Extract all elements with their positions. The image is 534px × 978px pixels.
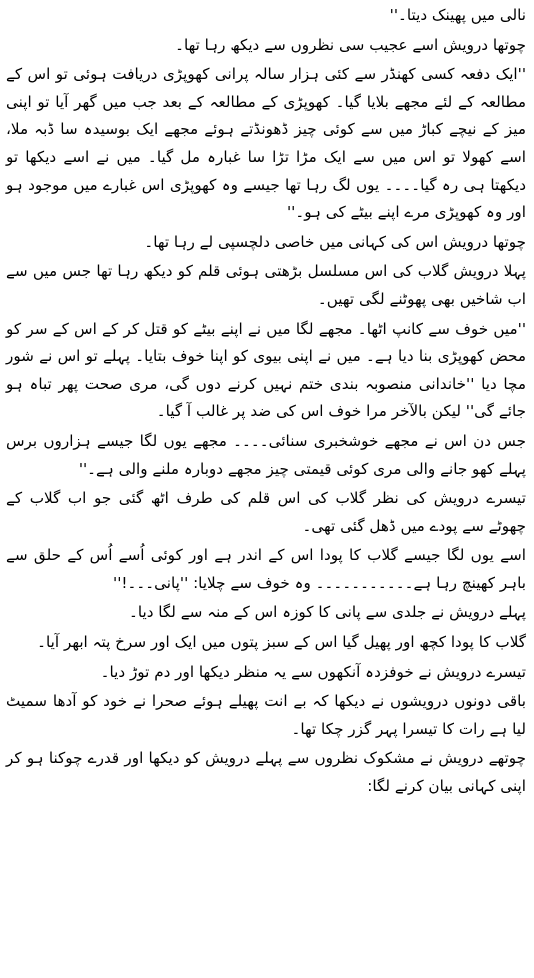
paragraph-12: تیسرے درویش نے خوفزدہ آنکھوں سے یہ منظر دیکھا اور دم توڑ دیا۔: [100, 662, 526, 681]
paragraph-4: چوتھا درویش اس کی کہانی میں خاصی دلچسپی لے رہا تھا۔: [144, 232, 526, 251]
paragraph-2: چوتھا درویش اسے عجیب سی نظروں سے دیکھ رہا تھا۔: [175, 35, 526, 54]
paragraph-14: چوتھے درویش نے مشکوک نظروں سے پہلے درویش کو دیکھا اور قدرے چوکنا ہو کر اپنی کہانی بیان کرنے لگا:: [6, 749, 526, 796]
paragraph-10: پہلے درویش نے جلدی سے پانی کا کوزہ اس کے منہ سے لگا دیا۔: [128, 603, 526, 622]
paragraph-6: ''میں خوف سے کانپ اٹھا۔ مجھے لگا میں نے اپنے بیٹے کو قتل کر کے اس کے سر کو محض کھوپڑی بنا دیا ہے۔ میں نے اپنی بیوی کو اپنا خوف بتایا۔ پہلے تو اس نے شور مچا دیا ''خاندانی منصوبہ بندی ختم نہیں کرنے دوں گی، مری صحت پھر تباہ ہو جائے گی'' لیکن بالآخر مرا خوف اس کی ضد پر غالب آ گیا۔: [6, 319, 526, 421]
paragraph-13: باقی دونوں درویشوں نے دیکھا کہ بے انت پھیلے ہوئے صحرا نے خود کو آدھا سمیٹ لیا ہے رات کا تیسرا پہر گزر چکا تھا۔: [6, 692, 526, 738]
paragraph-9: اسے یوں لگا جیسے گلاب کا پودا اس کے اندر ہے اور کوئی اُسے اُس کے حلق سے باہر کھینچ رہا ہے۔۔۔۔۔۔۔۔۔۔۔ وہ خوف سے چلایا: ''پانی۔۔۔!'': [6, 546, 526, 592]
paragraph-8: تیسرے درویش کی نظر گلاب کی اس قلم کی طرف اٹھ گئی جو اب گلاب کے چھوٹے سے پودے میں ڈھل گئی تھی۔: [6, 489, 526, 535]
paragraph-5: پہلا درویش گلاب کی اس مسلسل بڑھتی ہوئی قلم کو دیکھ رہا تھا جس میں سے اب شاخیں بھی پھوٹنے لگی تھیں۔: [6, 262, 526, 308]
paragraph-11: گلاب کا پودا کچھ اور پھیل گیا اس کے سبز پتوں میں ایک اور سرخ پتہ ابھر آیا۔: [37, 633, 526, 652]
paragraph-1: نالی میں پھینک دیتا۔'': [389, 6, 526, 24]
paragraph-3: ''ایک دفعہ کسی کھنڈر سے کئی ہزار سالہ پرانی کھوپڑی دریافت ہوئی تو اس کے مطالعہ کے لئے مجھے بلایا گیا۔ کھوپڑی کے مطالعہ کے بعد جب میں گھر آیا تو اپنی میز کے نیچے کباڑ میں سے کوئی چیز ڈھونڈتے ہوئے مجھے ایک بوسیدہ سا ڈبہ ملا، اسے کھولا تو اس میں سے ایک مڑا تڑا سا غبارہ مل گیا۔ میں نے اسے دیکھا تو دیکھتا ہی رہ گیا۔۔۔۔ یوں لگ رہا تھا جیسے وہ کھوپڑی اس غبارے میں موجود ہو اور وہ کھوپڑی مرے اپنے بیٹے کی ہو۔'': [6, 65, 526, 222]
paragraph-7: جس دن اس نے مجھے خوشخبری سنائی۔۔۔۔ مجھے یوں لگا جیسے ہزاروں برس پہلے کھو جانے والی مری کوئی قیمتی چیز مجھے دوبارہ ملنے والی ہے۔'': [6, 431, 526, 478]
